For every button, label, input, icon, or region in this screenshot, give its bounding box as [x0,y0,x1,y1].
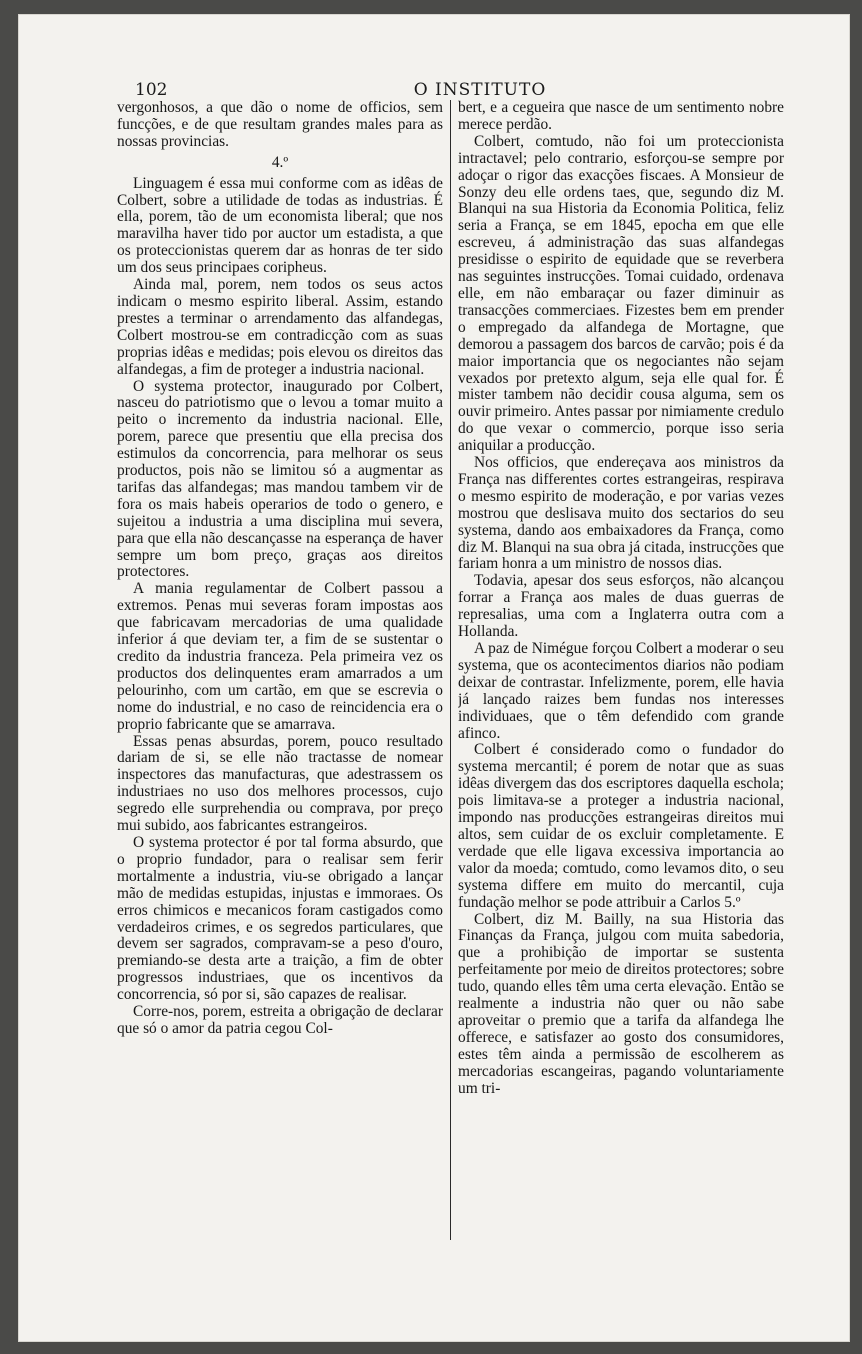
paragraph: A mania regulamentar de Colbert passou a extremos. Penas mui severas foram impostas aos que fabricavam mercadorias de uma qualidade inferior á que deviam ter, a fim de se sustentar o credito da industria franceza. Pela primeira vez os productos dos delinquentes eram amarrados a um pelourinho, com um cartão, em que se escrevia o nome do industrial, e no caso de reincidencia era o proprio fabricante que se amarrava. [117,580,443,733]
paragraph: Corre-nos, porem, estreita a obrigação de declarar que só o amor da patria cegou Col- [117,1003,443,1037]
paragraph: bert, e a cegueira que nasce de um sentimento nobre merece perdão. [458,100,784,133]
paragraph: Colbert, diz M. Bailly, na sua Historia das Finanças da França, julgou com muita sabedoria, que a prohibição de importar se sustenta perfeitamente por meio de direitos protectores; sobre tudo, quando elles têm uma certa elevação. Então se realmente a industria não quer ou não sabe aproveitar o premio que a tarifa da alfandega lhe offerece, e satisfazer ao gosto dos consumidores, estes têm ainda a permissão de escolherem as mercadorias escangeiras, pagando voluntariamente um tri- [458,910,784,1097]
right-column [458,100,784,1250]
column-divider [450,100,451,1240]
paragraph: O systema protector, inaugurado por Colbert, nasceu do patriotismo que o levou a tomar muito a peito o incremento da industria nacional. Elle, porem, parece que presentiu que ella precisa dos estimulos da concorrencia, para melhorar os seus productos, pois não se limitou só a augmentar as tarifas das alfandegas; mas mandou tambem vir de fora os mais habeis operarios de todo o genero, e sujeitou a industria a uma disciplina mui severa, para que ella não descançasse na esperança de haver sempre um bom preço, graças aos direitos protectores. [117,377,443,581]
left-column [117,100,443,1250]
section-heading: 4.º [271,153,289,171]
paragraph: Nos officios, que endereçava aos ministros da França nas differentes cortes estrangeiras, respirava o mesmo espirito de moderação, e por varias vezes mostrou que deslisava muito dos sectarios do seu systema, dando aos embaixadores da França, como diz M. Blanqui na sua obra já citada, instrucções que fariam honra a um ministro de nossos dias. [458,454,784,573]
paragraph: Essas penas absurdas, porem, pouco resultado dariam de si, se elle não tractasse de nomear inspectores das manufacturas, que adestrassem os industriaes no uso dos melhores processos, cujo segredo elle surprehendia ou comprava, por preço mui subido, aos fabricantes estrangeiros. [117,732,443,835]
paragraph: Colbert, comtudo, não foi um proteccionista intractavel; pelo contrario, esforçou-se sempre por adoçar o rigor das exacções fiscaes. A Monsieur de Sonzy deu elle ordens taes, que, segundo diz M. Blanqui na sua Historia da Economia Politica, feliz seria a França, se em 1845, epocha em que elle escreveu, á administração das suas alfandegas presidisse o espirito de equidade que se reverbera nas seguintes instrucções. Tomai cuidado, ordenava elle, em não embaraçar ou fazer diminuir as transacções commerciaes. Fizestes bem em prender o empregado da alfandega de Mortagne, que demorou a passagem dos barcos de carvão; pois é da maior importancia que os negociantes não sejam vexados por pretexto algum, seja elle qual for. É mister tambem não decidir cousa alguma, sem os ouvir primeiro. Antes passar por nimiamente credulo do que vexar o commercio, porque isso seria aniquilar a producção. [458,132,784,455]
paragraph: O systema protector é por tal forma absurdo, que o proprio fundador, para o realisar sem ferir mortalmente a industria, viu-se obrigado a lançar mão de medidas estupidas, injustas e immoraes. Os erros chimicos e mecanicos foram castigados como verdadeiros crimes, e os segredos particulares, que devem ser sagrados, compravam-se a peso d'ouro, premiando-se desta arte a traição, a fim de obter progressos industriaes, que os incentivos da concorrencia, só por si, são capazes de realisar. [117,833,443,1004]
paragraph: vergonhosos, a que dão o nome de officios, sem funcções, e de que resultam grandes males para as nossas provincias. [117,100,443,150]
page-number: 102 [135,80,168,100]
paragraph: Ainda mal, porem, nem todos os seus actos indicam o mesmo espirito liberal. Assim, estando prestes a terminar o arrendamento das alfandegas, Colbert mostrou-se em contradicção com as suas proprias idêas e medidas; pois elevou os direitos das alfandegas, a fim de proteger a industria nacional. [117,276,443,378]
paragraph: Linguagem é essa mui conforme com as idêas de Colbert, sobre a utilidade de todas as industrias. É ella, porem, tão de um economista liberal; que nos maravilha haver tido por auctor um estadista, a que os proteccionistas querem dar as honras de ter sido um dos seus principaes coripheus. [117,174,443,277]
paragraph: Todavia, apesar dos seus esforços, não alcançou forrar a França aos males de duas guerras de represalias, uma com a Inglaterra outra com a Hollanda. [458,572,784,641]
paragraph: A paz de Nimégue forçou Colbert a moderar o seu systema, que os acontecimentos diarios não podiam deixar de contrastar. Infelizmente, porem, elle havia já lançado raizes bem fundas nos interesses individuaes, que o têm defendido com grande afinco. [458,640,784,742]
paragraph: Colbert é considerado como o fundador do systema mercantil; é porem de notar que as suas idêas divergem das dos escriptores daquella eschola; pois limitava-se a proteger a industria nacional, impondo nas producções estrangeiras direitos mui altos, sem cuidar de os excluir completamente. E verdade que elle ligava excessiva importancia ao valor da moeda; comtudo, como levamos dito, o seu systema differe em muito do mercantil, cuja fundação melhor se pode attribuir a Carlos 5.º [458,741,784,911]
running-title: O INSTITUTO [413,80,547,100]
